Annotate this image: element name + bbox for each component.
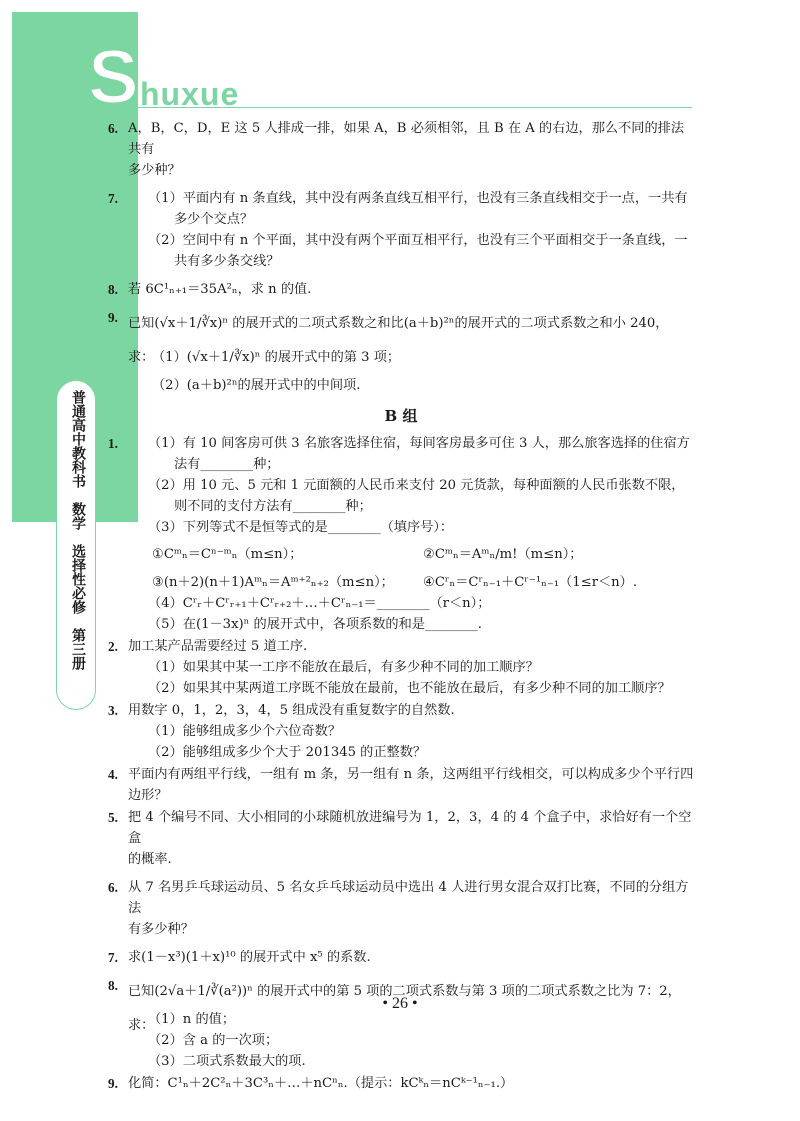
problem-number: 8.	[108, 978, 118, 993]
option-item: ④Cʳₙ＝Cʳₙ₋₁＋Cʳ⁻¹ₙ₋₁（1≤r＜n）.	[423, 575, 638, 590]
problem-text: 若 6C¹ₙ₊₁＝35A²ₙ，求 n 的值.	[128, 282, 312, 297]
option-item: ②Cᵐₙ＝Aᵐₙ/m!（m≤n）；	[423, 547, 583, 562]
sub-question: （5）在(1－3x)ⁿ 的展开式中，各项系数的和是________.	[148, 617, 482, 632]
problem-text: 化简：C¹ₙ＋2C²ₙ＋3C³ₙ＋…＋nCⁿₙ.（提示：kCᵏₙ＝nCᵏ⁻¹ₙ₋₁.）	[128, 1076, 514, 1091]
sub-question: （2）能够组成多少个大于 201345 的正整数？	[148, 745, 427, 760]
problem-text: 的概率.	[128, 852, 172, 867]
problem-text: 求(1－x³)(1＋x)¹⁰ 的展开式中 x⁵ 的系数.	[128, 950, 371, 965]
problem-text: 已知(√x＋1/∛x)ⁿ 的展开式的二项式系数之和比(a＋b)²ⁿ的展开式的二项式系数之和小 240，求：	[128, 316, 669, 365]
problem-b4	[108, 764, 694, 806]
logo-letter: S	[88, 35, 139, 120]
problem-b8	[108, 975, 694, 1072]
sub-question: （1）能够组成多少个六位奇数？	[148, 724, 342, 739]
sub-question: （1）平面内有 n 条直线，其中没有两条直线互相平行，也没有三条直线相交于一点，一共有多少个交点？	[148, 191, 688, 227]
header-divider	[100, 107, 692, 108]
sub-question: （2）用 10 元、5 元和 1 元面额的人民币来支付 20 元货款，每种面额的人民币张数不限，则不同的支付方法有________种；	[148, 478, 685, 514]
problem-number: 2.	[108, 639, 118, 654]
page-number: • 26 •	[382, 995, 418, 1012]
sub-question: （1）如果其中某一工序不能放在最后，有多少种不同的加工顺序？	[148, 660, 539, 675]
side-tab-label: 普通高中教科书 数学 选择性必修 第三册	[70, 390, 86, 670]
problem-number: 7.	[108, 950, 118, 965]
problem-a7	[108, 188, 694, 272]
sub-question: （2）(a＋b)²ⁿ的展开式中的中间项.	[152, 378, 361, 393]
problem-number: 5.	[108, 810, 118, 825]
problem-text: 已知(2√a＋1/∛(a²))ⁿ 的展开式中的第 5 项的二项式系数与第 3 项的二项式系数之比为 7：2，求：	[128, 984, 681, 1033]
problem-text: 有多少种？	[128, 922, 194, 937]
sub-question: （3）下列等式不是恒等式的是________（填序号）：	[148, 520, 454, 535]
option-row	[128, 538, 694, 572]
option-item: ③(n＋2)(n＋1)Aᵐₙ＝Aᵐ⁺²ₙ₊₂（m≤n）；	[152, 575, 394, 590]
problem-text: 加工某产品需要经过 5 道工序.	[128, 639, 308, 654]
logo-wordmark: huxue	[140, 76, 240, 112]
problem-text: 把 4 个编号不同、大小相同的小球随机放进编号为 1，2，3，4 的 4 个盒子中，求恰好有一个空盒	[128, 810, 692, 846]
problem-b7	[108, 947, 694, 968]
sub-question: （2）如果其中某两道工序既不能放在最前，也不能放在最后，有多少种不同的加工顺序？	[148, 681, 671, 696]
option-row	[128, 572, 694, 593]
problem-text: A，B，C，D，E 这 5 人排成一排，如果 A，B 必须相邻，且 B 在 A 的右边，那么不同的排法共有	[128, 121, 685, 157]
sub-question: （1）n 的值；	[148, 1012, 236, 1027]
problem-number: 4.	[108, 767, 118, 782]
problem-text: 多少种？	[128, 163, 181, 178]
problem-number: 1.	[108, 436, 118, 451]
problem-text: 用数字 0，1，2，3，4，5 组成没有重复数字的自然数.	[128, 703, 455, 718]
problem-a6	[108, 118, 694, 181]
problem-number: 6.	[108, 880, 118, 895]
section-title: B 组	[384, 407, 418, 425]
problem-number: 6.	[108, 121, 118, 136]
problem-a9	[108, 307, 694, 396]
sub-question: （2）含 a 的一次项；	[148, 1033, 279, 1048]
sub-question: （2）空间中有 n 个平面，其中没有两个平面互相平行，也没有三个平面相交于一条直线，一共有多少条交线？	[148, 233, 688, 269]
sub-question: （3）二项式系数最大的项.	[148, 1054, 306, 1069]
problem-number: 9.	[108, 310, 118, 325]
problem-b2	[108, 636, 694, 699]
problem-text: 从 7 名男乒乓球运动员、5 名女乒乓球运动员中选出 4 人进行男女混合双打比赛，不同的分组方法	[128, 880, 689, 916]
sub-question: （1）有 10 间客房可供 3 名旅客选择住宿，每间客房最多可住 3 人，那么旅客选择的住宿方法有________种；	[148, 436, 690, 472]
problem-b6	[108, 877, 694, 940]
problem-b1	[108, 433, 694, 635]
sub-question: （1）(√x＋1/∛x)ⁿ 的展开式中的第 3 项；	[152, 350, 401, 365]
problem-b9	[108, 1073, 694, 1094]
problem-a8	[108, 279, 694, 300]
problem-b3	[108, 700, 694, 763]
problem-text: 平面内有两组平行线，一组有 m 条，另一组有 n 条，这两组平行线相交，可以构成多少个平行四边形？	[128, 767, 694, 803]
problem-number: 9.	[108, 1076, 118, 1091]
problem-number: 8.	[108, 282, 118, 297]
sub-question: （4）Cʳᵣ＋Cʳᵣ₊₁＋Cʳᵣ₊₂＋…＋Cʳₙ₋₁＝________（r＜n）；	[148, 596, 491, 611]
problem-number: 3.	[108, 703, 118, 718]
page-content	[108, 118, 694, 1095]
problem-b5	[108, 807, 694, 870]
option-item: ①Cᵐₙ＝Cⁿ⁻ᵐₙ（m≤n）；	[152, 547, 303, 562]
problem-number: 7.	[108, 191, 118, 206]
